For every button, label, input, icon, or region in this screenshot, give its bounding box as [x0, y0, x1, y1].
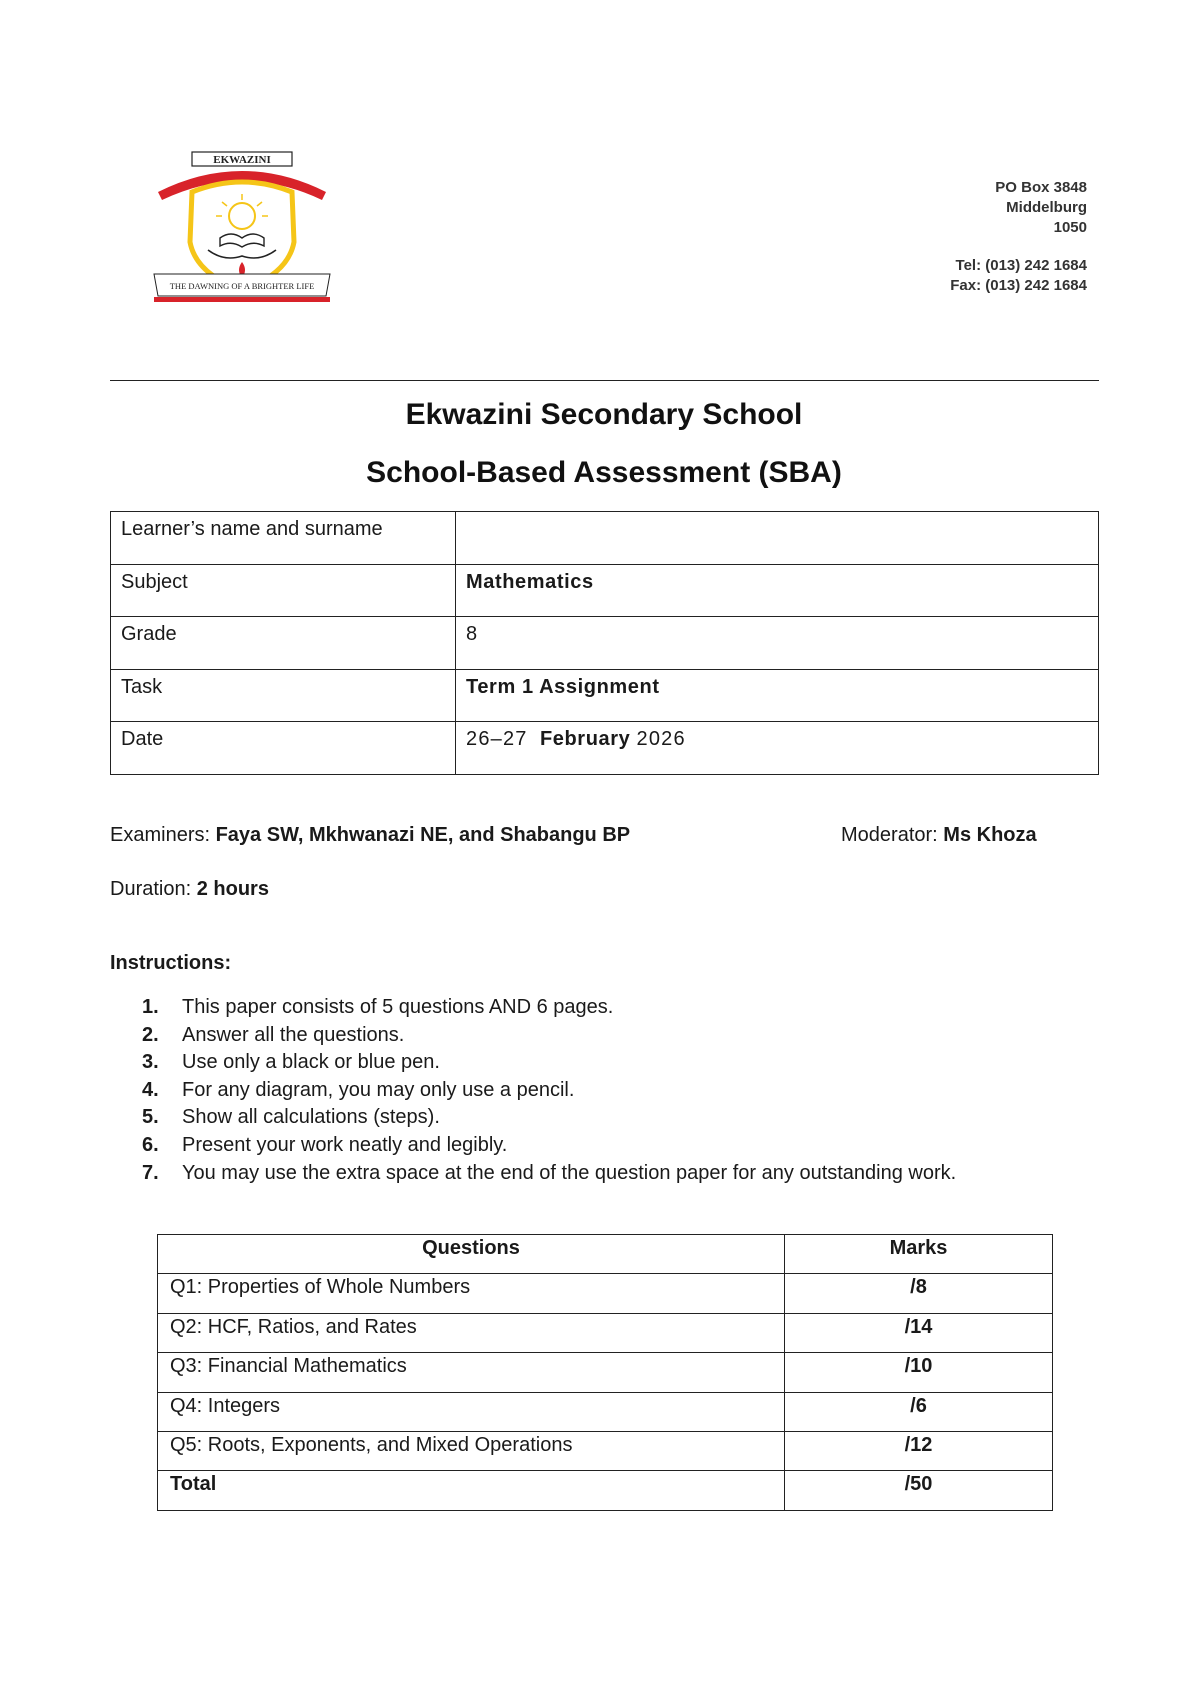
moderator-label: Moderator:	[841, 824, 938, 846]
learner-info-table	[110, 511, 1099, 775]
duration-value: 2 hours	[196, 878, 269, 900]
town: Middelburg	[1006, 199, 1087, 216]
school-logo	[150, 150, 335, 310]
marks-cell: /8	[785, 1274, 1053, 1313]
total-label: Total	[158, 1471, 785, 1510]
telephone: Tel: (013) 242 1684	[955, 257, 1087, 274]
table-row	[158, 1392, 1053, 1431]
table-header-row	[158, 1235, 1053, 1274]
list-item: 7. You may use the extra space at the end of the question paper for any outstanding work.	[142, 1161, 957, 1184]
logo-top-text: EKWAZINI	[213, 154, 271, 166]
examiners-label: Examiners:	[110, 824, 211, 846]
duration-line	[110, 878, 269, 901]
moderator-line	[841, 824, 1037, 847]
school-title: Ekwazini Secondary School	[405, 398, 803, 431]
table-row	[111, 669, 1099, 722]
marks-cell: /6	[785, 1392, 1053, 1431]
table-row	[111, 564, 1099, 617]
marks-table	[157, 1234, 1053, 1511]
subject-label: Subject	[111, 564, 456, 617]
header-divider	[110, 380, 1099, 381]
date-label: Date	[111, 722, 456, 775]
logo-motto: THE DAWNING OF A BRIGHTER LIFE	[169, 281, 315, 291]
question-cell: Q2: HCF, Ratios, and Rates	[158, 1313, 785, 1352]
assessment-title: School-Based Assessment (SBA)	[366, 456, 842, 489]
table-row	[158, 1353, 1053, 1392]
moderator-value: Ms Khoza	[943, 824, 1037, 846]
fax: Fax: (013) 242 1684	[950, 277, 1087, 294]
list-item: 5. Show all calculations (steps).	[142, 1106, 440, 1129]
task-label: Task	[111, 669, 456, 722]
instructions-heading: Instructions:	[110, 952, 232, 974]
list-item: 4. For any diagram, you may only use a pencil.	[142, 1078, 575, 1101]
date-days: 26–27	[466, 728, 528, 750]
task-value: Term 1 Assignment	[456, 669, 1099, 722]
table-row	[158, 1274, 1053, 1313]
list-item: 3. Use only a black or blue pen.	[142, 1051, 440, 1074]
marks-header: Marks	[785, 1235, 1053, 1274]
name-field[interactable]	[456, 512, 1099, 565]
date-value	[456, 722, 1099, 775]
grade-label: Grade	[111, 617, 456, 670]
total-row	[158, 1471, 1053, 1510]
table-row	[158, 1313, 1053, 1352]
questions-header: Questions	[158, 1235, 785, 1274]
table-row	[158, 1431, 1053, 1470]
date-year: 2026	[636, 728, 686, 750]
examiners-value: Faya SW, Mkhwanazi NE, and Shabangu BP	[215, 824, 631, 846]
marks-cell: /14	[785, 1313, 1053, 1352]
question-cell: Q5: Roots, Exponents, and Mixed Operations	[158, 1431, 785, 1470]
date-month: February	[539, 728, 631, 750]
marks-cell: /12	[785, 1431, 1053, 1470]
table-row	[111, 617, 1099, 670]
total-marks: /50	[785, 1471, 1053, 1510]
instructions-list	[142, 995, 956, 1188]
list-item: 2. Answer all the questions.	[142, 1023, 405, 1046]
name-label: Learner’s name and surname	[111, 512, 456, 565]
examiners-line	[110, 824, 630, 847]
question-cell: Q3: Financial Mathematics	[158, 1353, 785, 1392]
contact-address	[950, 178, 1087, 296]
list-item: 6. Present your work neatly and legibly.	[142, 1133, 508, 1156]
question-cell: Q1: Properties of Whole Numbers	[158, 1274, 785, 1313]
table-row	[111, 512, 1099, 565]
table-row	[111, 722, 1099, 775]
list-item: 1. This paper consists of 5 questions AND 6 pages.	[142, 996, 614, 1018]
question-cell: Q4: Integers	[158, 1392, 785, 1431]
grade-value: 8	[466, 623, 479, 645]
postal-code: 1050	[1053, 219, 1087, 236]
subject-value: Mathematics	[456, 564, 1099, 617]
marks-cell: /10	[785, 1353, 1053, 1392]
duration-label: Duration:	[110, 878, 192, 900]
po-box: PO Box 3848	[995, 179, 1087, 196]
